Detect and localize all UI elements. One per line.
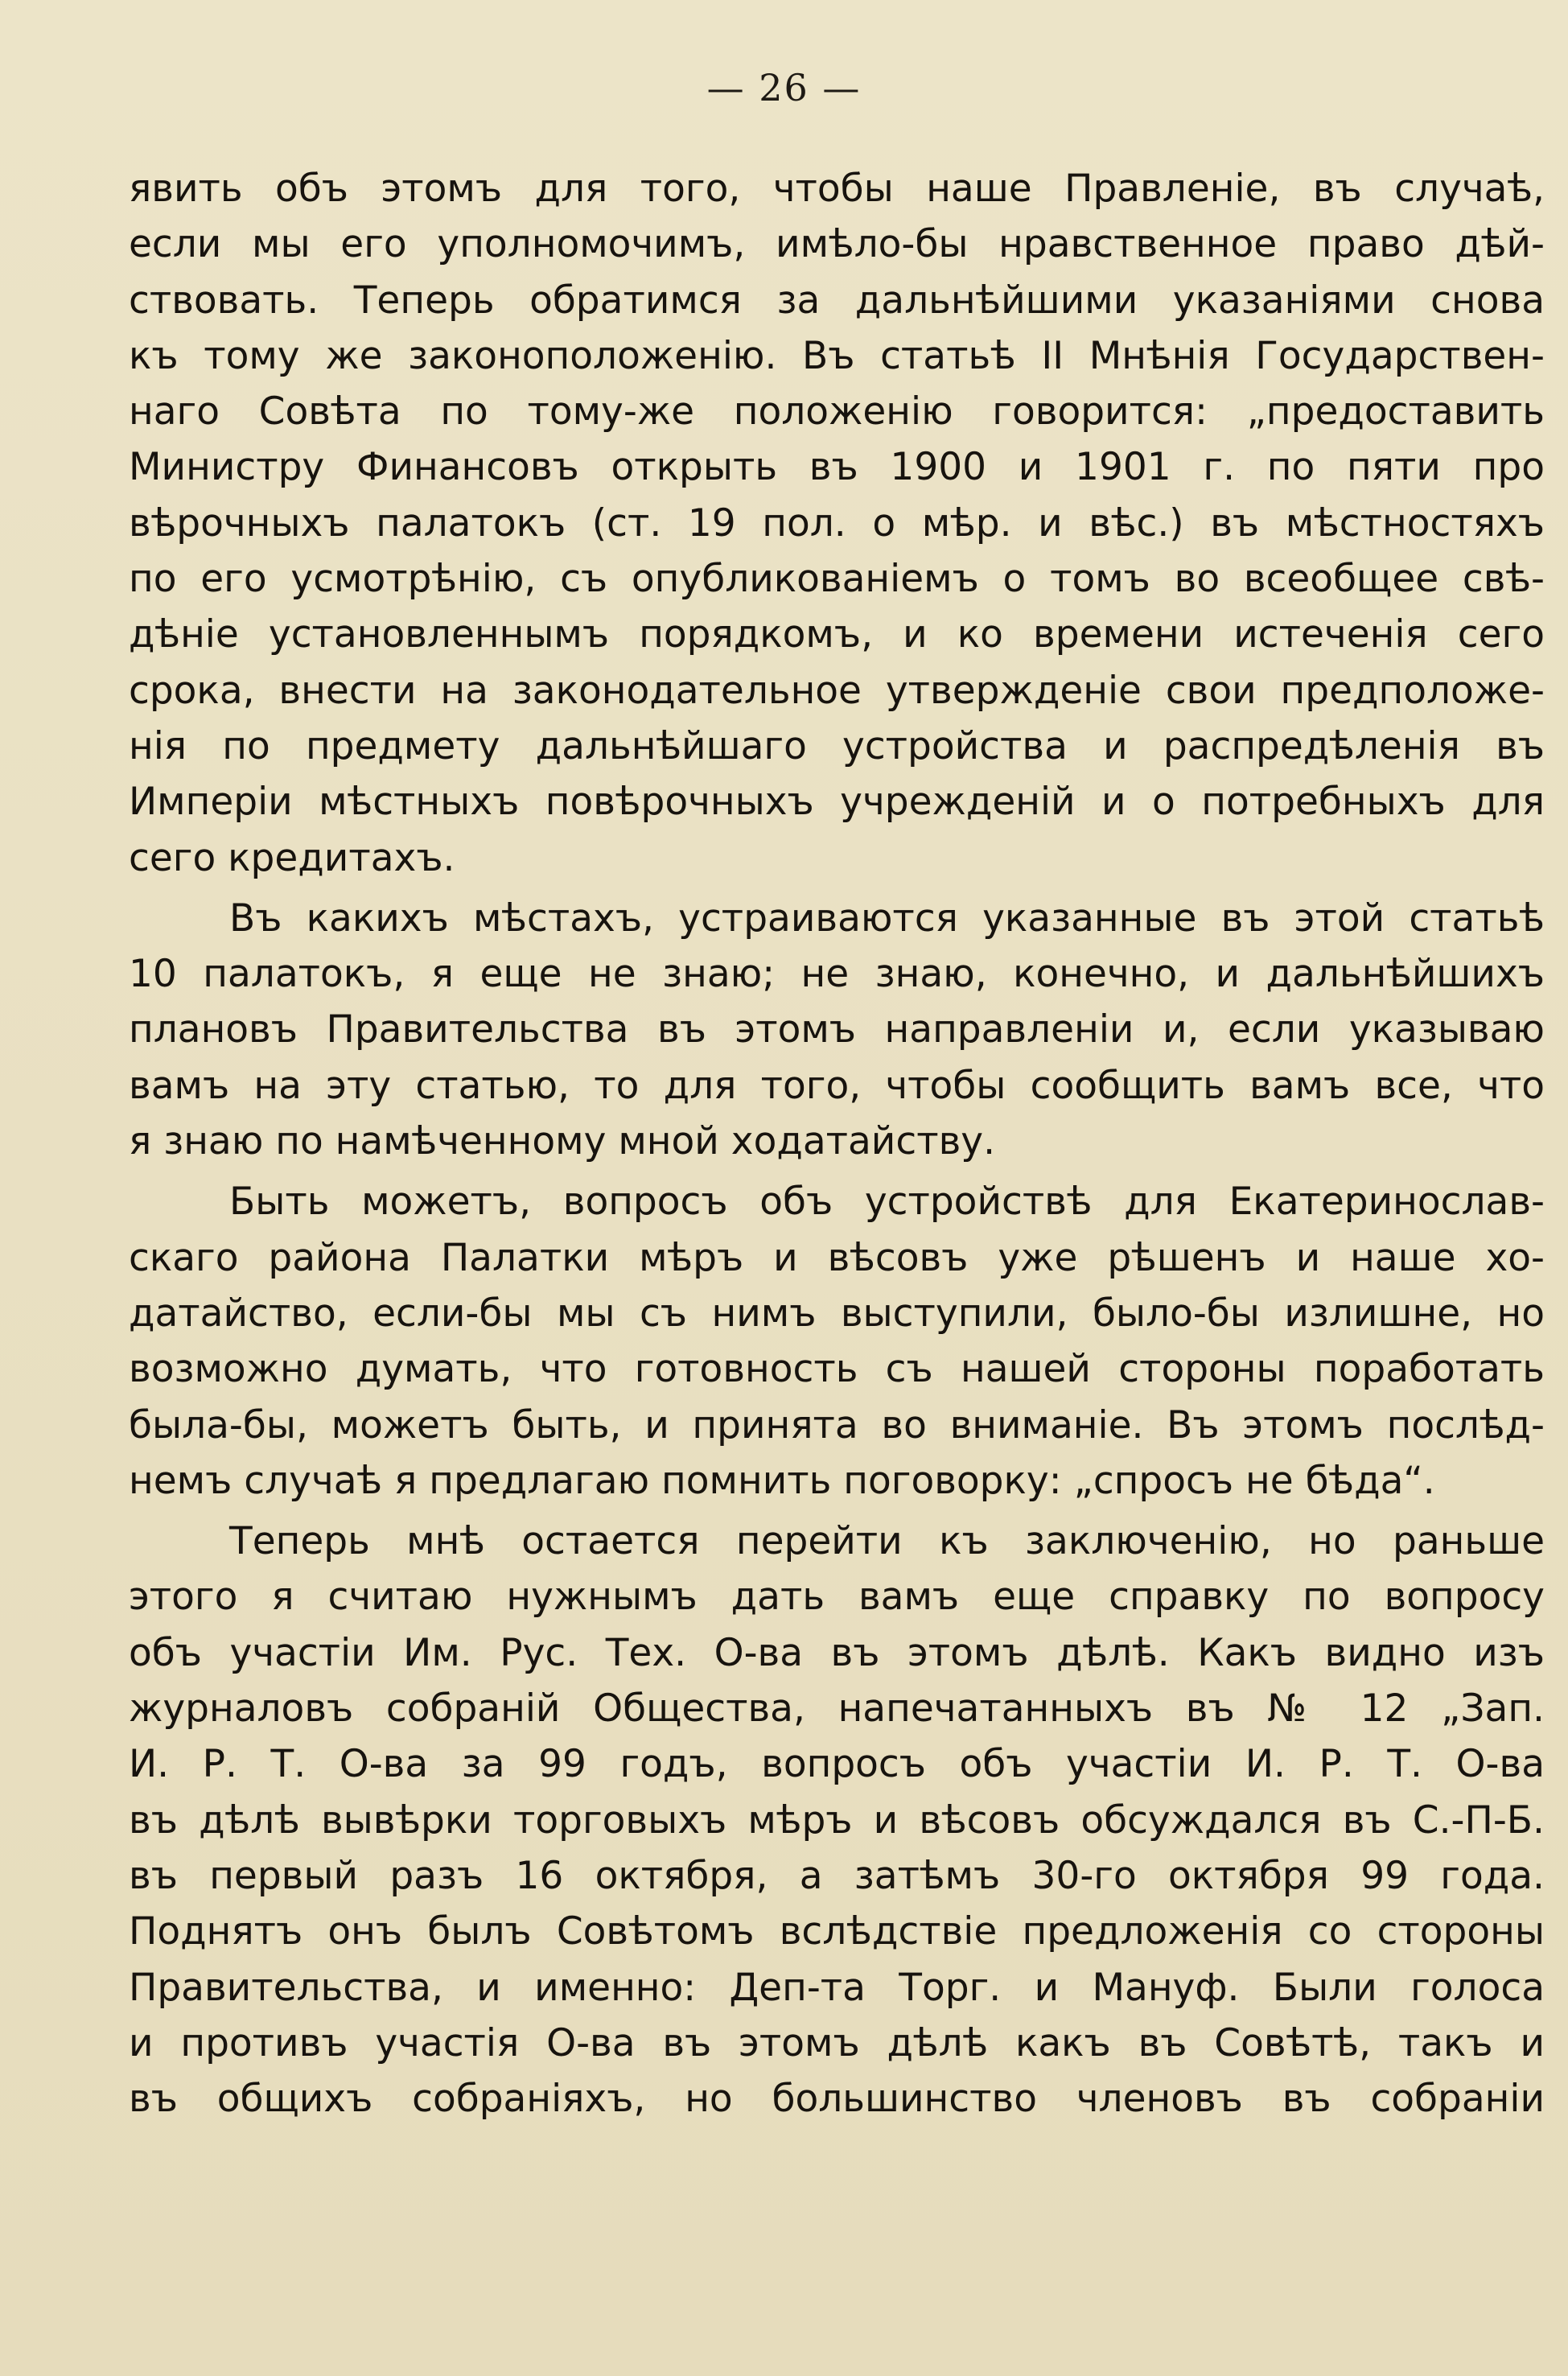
text-line: срока, внести на законодательное утвержденіе свои предположе- bbox=[129, 668, 1545, 713]
text-line: по его усмотрѣнію, съ опубликованіемъ о томъ во всеобщее свѣ- bbox=[129, 557, 1545, 602]
paragraph bbox=[129, 1513, 1545, 2127]
text-line: и противъ участія О-ва въ этомъ дѣлѣ какъ въ Совѣтѣ, такъ и bbox=[129, 2020, 1545, 2065]
body-text bbox=[129, 161, 1545, 2127]
text-line: 10 палатокъ, я еще не знаю; не знаю, конечно, и дальнѣйшихъ bbox=[129, 952, 1545, 997]
text-line: нія по предмету дальнѣйшаго устройства и распредѣленія въ bbox=[129, 723, 1545, 768]
text-line: ствовать. Теперь обратимся за дальнѣйшими указаніями снова bbox=[129, 278, 1545, 323]
text-line: если мы его уполномочимъ, имѣло-бы нравственное право дѣй- bbox=[129, 222, 1545, 267]
text-line: я знаю по намѣченному мной ходатайству. bbox=[129, 1119, 996, 1164]
text-line: Министру Финансовъ открыть въ 1900 и 1901 г. по пяти про bbox=[129, 445, 1545, 490]
text-line: въ дѣлѣ вывѣрки торговыхъ мѣръ и вѣсовъ обсуждался въ С.-П-Б. bbox=[129, 1797, 1545, 1843]
text-line: журналовъ собраній Общества, напечатанныхъ въ № 12 „Зап. bbox=[129, 1686, 1545, 1732]
paragraph bbox=[129, 161, 1545, 886]
text-line: вамъ на эту статью, то для того, чтобы сообщить вамъ все, что bbox=[129, 1063, 1545, 1108]
text-line: Поднятъ онъ былъ Совѣтомъ вслѣдствіе предложенія со стороны bbox=[129, 1909, 1545, 1954]
text-line: немъ случаѣ я предлагаю помнить поговорку: „спросъ не бѣда“. bbox=[129, 1458, 1435, 1503]
paragraph bbox=[129, 1174, 1545, 1509]
text-line: дѣніе установленнымъ порядкомъ, и ко времени истеченія сего bbox=[129, 612, 1545, 657]
paragraph bbox=[129, 891, 1545, 1169]
text-line: Имперіи мѣстныхъ повѣрочныхъ учрежденій и о потребныхъ для bbox=[129, 780, 1545, 825]
text-line: И. Р. Т. О-ва за 99 годъ, вопросъ объ участіи И. Р. Т. О-ва bbox=[129, 1742, 1545, 1787]
text-line: вѣрочныхъ палатокъ (ст. 19 пол. о мѣр. и вѣс.) въ мѣстностяхъ bbox=[129, 500, 1545, 546]
text-line: плановъ Правительства въ этомъ направленіи и, если указываю bbox=[129, 1007, 1545, 1052]
text-line: Быть можетъ, вопросъ объ устройствѣ для Екатеринослав- bbox=[229, 1180, 1545, 1225]
text-line: объ участіи Им. Рус. Тех. О-ва въ этомъ дѣлѣ. Какъ видно изъ bbox=[129, 1630, 1545, 1675]
text-line: Правительства, и именно: Деп-та Торг. и Мануф. Были голоса bbox=[129, 1965, 1545, 2010]
page-number: — 26 — bbox=[706, 66, 862, 109]
text-line: возможно думать, что готовность съ нашей стороны поработать bbox=[129, 1347, 1545, 1392]
text-line: къ тому же законоположенію. Въ статьѣ II Мнѣнія Государствен- bbox=[129, 333, 1545, 378]
text-line: скаго района Палатки мѣръ и вѣсовъ уже рѣшенъ и наше хо- bbox=[129, 1235, 1545, 1280]
text-line: наго Совѣта по тому-же положенію говорится: „предоставить bbox=[129, 389, 1545, 434]
text-line: въ общихъ собраніяхъ, но большинство членовъ въ собраніи bbox=[129, 2077, 1545, 2122]
text-line: въ первый разъ 16 октября, а затѣмъ 30-го октября 99 года. bbox=[129, 1853, 1545, 1898]
text-line: Въ какихъ мѣстахъ, устраиваются указанные въ этой статьѣ bbox=[229, 896, 1545, 941]
text-line: датайство, если-бы мы съ нимъ выступили, было-бы излишне, но bbox=[129, 1291, 1545, 1336]
text-line: этого я считаю нужнымъ дать вамъ еще справку по вопросу bbox=[129, 1575, 1545, 1620]
text-line: явить объ этомъ для того, чтобы наше Правленіе, въ случаѣ, bbox=[129, 167, 1545, 211]
text-line: Теперь мнѣ остается перейти къ заключенію, но раньше bbox=[229, 1519, 1545, 1564]
text-line: сего кредитахъ. bbox=[129, 835, 455, 880]
text-line: была-бы, можетъ быть, и принята во вниманіе. Въ этомъ послѣд- bbox=[129, 1402, 1545, 1447]
